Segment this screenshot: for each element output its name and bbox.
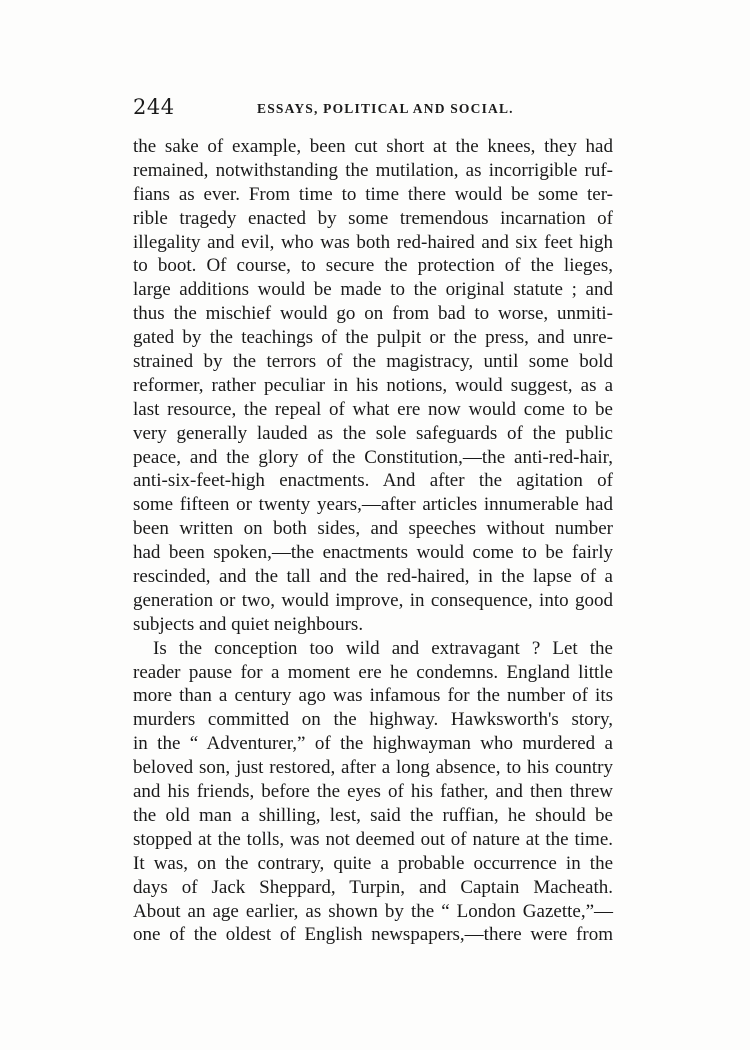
text-line: rescinded, and the tall and the red-haired, in the lapse of a [133, 566, 613, 588]
text-line: days of Jack Sheppard, Turpin, and Captain Macheath. [133, 876, 613, 898]
text-line: illegality and evil, who was both red-haired and six feet high [133, 231, 613, 253]
text-line: reader pause for a moment ere he condemns. England little [133, 661, 613, 683]
text-line: fians as ever. From time to time there would be some ter- [133, 183, 613, 205]
text-line: one of the oldest of English newspapers,—there were from [133, 924, 613, 946]
text-line: rible tragedy enacted by some tremendous incarnation of [133, 207, 613, 229]
running-head [133, 95, 613, 123]
text-line: It was, on the contrary, quite a probable occurrence in the [133, 852, 613, 874]
text-line: more than a century ago was infamous for the number of its [133, 685, 613, 707]
paragraph-end-line: subjects and quiet neighbours. [133, 613, 364, 635]
text-line: remained, notwithstanding the mutilation, as incorrigible ruf- [133, 159, 613, 181]
text-line: and his friends, before the eyes of his father, and then threw [133, 781, 613, 803]
text-line: very generally lauded as the sole safeguards of the public [133, 422, 613, 444]
paragraph-start-line: Is the conception too wild and extravagant ? Let the [153, 637, 613, 659]
page-number: 244 [133, 95, 175, 119]
text-line: gated by the teachings of the pulpit or the press, and unre- [133, 327, 613, 349]
text-line: to boot. Of course, to secure the protection of the lieges, [133, 255, 613, 277]
body-text [133, 135, 613, 947]
text-line: anti-six-feet-high enactments. And after the agitation of [133, 470, 613, 492]
text-line: murders committed on the highway. Hawksworth's story, [133, 709, 613, 731]
text-line: in the “ Adventurer,” of the highwayman who murdered a [133, 733, 613, 755]
text-line: reformer, rather peculiar in his notions, would suggest, as a [133, 374, 613, 396]
text-line: generation or two, would improve, in consequence, into good [133, 589, 613, 611]
text-line: stopped at the tolls, was not deemed out of nature at the time. [133, 828, 613, 850]
text-line: last resource, the repeal of what ere now would come to be [133, 398, 613, 420]
text-line: the old man a shilling, lest, said the ruffian, he should be [133, 804, 613, 826]
text-line: thus the mischief would go on from bad to worse, unmiti- [133, 303, 613, 325]
text-line: the sake of example, been cut short at the knees, they had [133, 136, 613, 157]
text-line: strained by the terrors of the magistracy, until some bold [133, 351, 613, 373]
running-title: ESSAYS, POLITICAL AND SOCIAL. [257, 101, 514, 116]
text-line: beloved son, just restored, after a long absence, to his country [133, 757, 613, 779]
text-line: About an age earlier, as shown by the “ London Gazette,”— [133, 900, 613, 922]
text-line: been written on both sides, and speeches without number [133, 518, 613, 540]
text-line: peace, and the glory of the Constitution,—the anti-red-hair, [133, 446, 613, 468]
text-line: had been spoken,—the enactments would come to be fairly [133, 542, 613, 564]
text-line: some fifteen or twenty years,—after articles innumerable had [133, 494, 613, 516]
text-line: large additions would be made to the original statute ; and [133, 279, 613, 301]
